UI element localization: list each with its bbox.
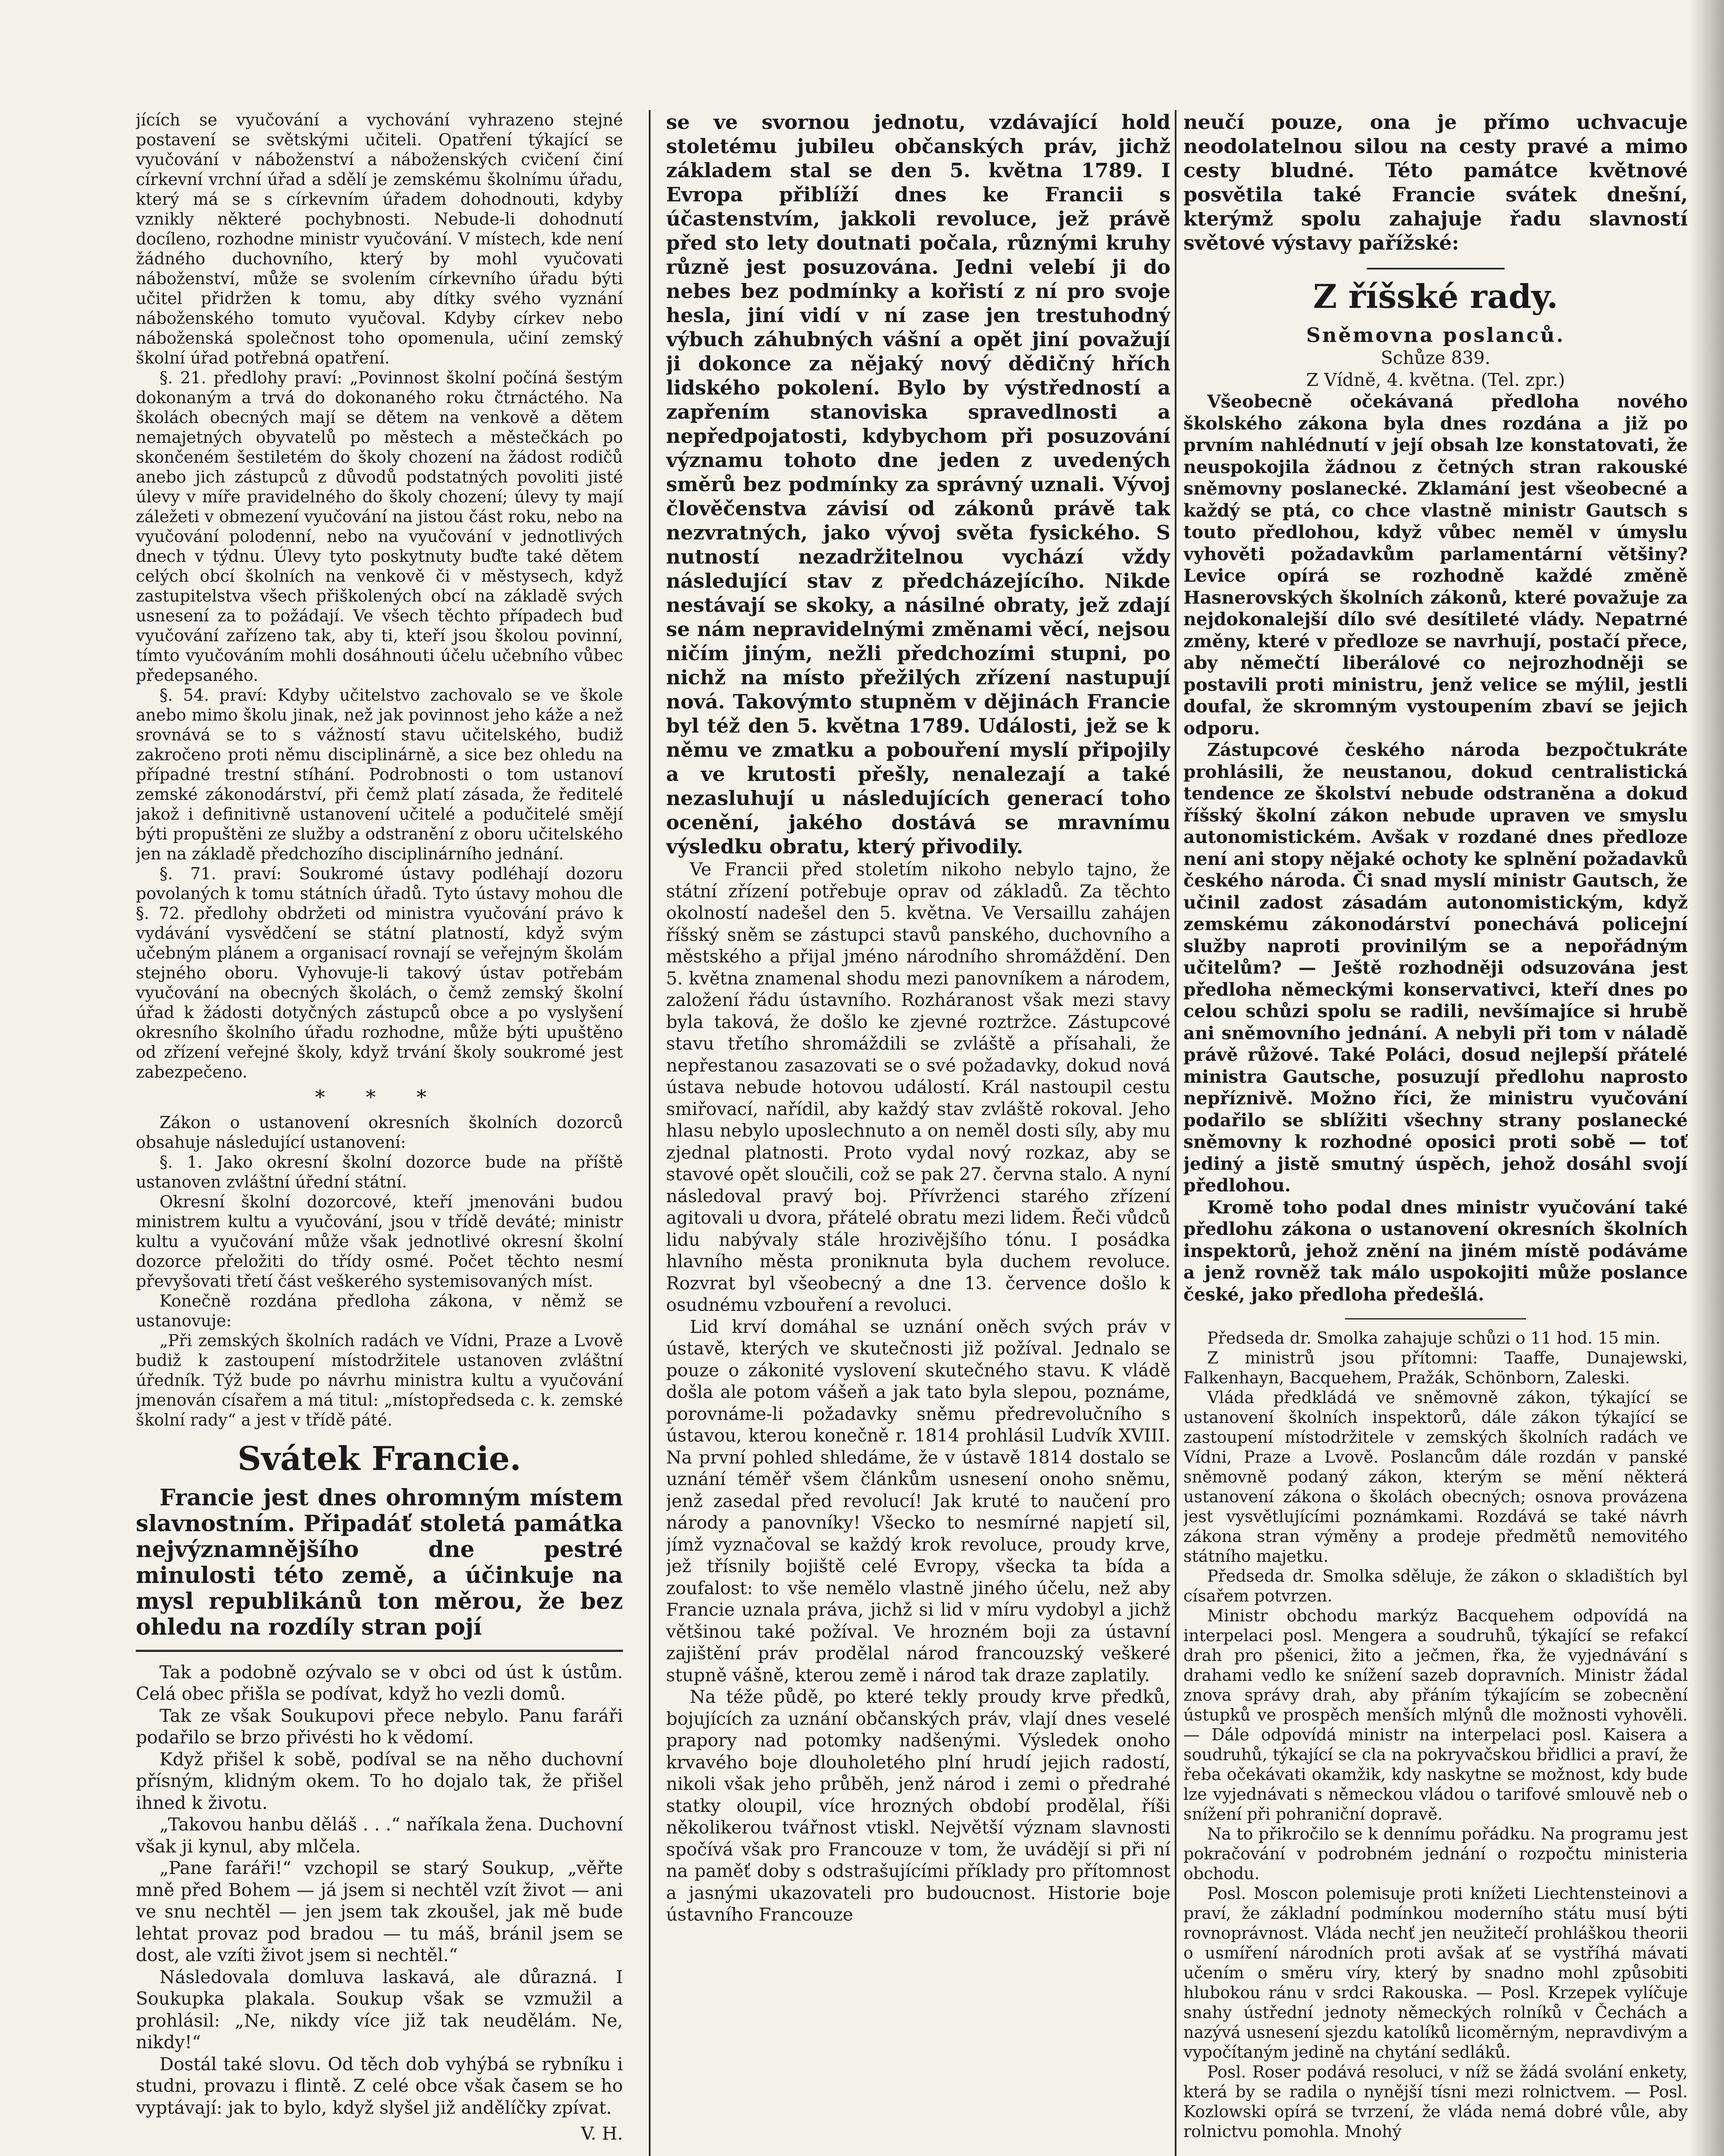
page-scan-edge [1690, 0, 1724, 2156]
feuilleton-intro: Francie jest dnes ohromným místem slavnostním. Připadáť stoletá památka nejvýznamnějšího dne pestré minulosti této země, a účinkuje na mysl republikánů ton měrou, že bez ohledu na rozdíly stran pojí [136, 1484, 623, 1640]
column-divider-right [1175, 110, 1176, 2156]
feuilleton-title: Svátek Francie. [238, 1439, 521, 1478]
school-law-paragraph: §. 54. praví: Kdyby učitelstvo zachovalo se ve škole anebo mimo školu jinak, než jak povinnost jeho káže a než srovnává se to s vážností stavu učitelského, budiž zakročeno proti němu disciplinárně, a sice bez ohledu na případné trestní stíhání. Podrobnosti o tom ustanoví zemské zákonodárství, při čemž platí zásada, že ředitelé jakož i definitivně ustanovení učitelé a podučitelé smějí býti propuštěni ze služby a odstranění z oboru učitelského jen na základě předchozího disciplinárního jednání. [136, 686, 623, 863]
article-paragraph: Ve Francii před stoletím nikoho nebylo tajno, že státní zřízení potřebuje oprav od základů. Za těchto okolností nadešel den 5. května. Ve Versaillu zahájen říšský sněm se zástupci stavů panského, duchovního a městského a přijal jméno národního shromáždění. Den 5. května znamenal shodu mezi panovníkem a národem, založení řádu ústavního. Rozháranost však mezi stavy byla taková, že došlo ke zjevné roztržce. Zástupcové stavu třetího shromáždili se zvláště a přísahali, že nepřestanou zasazovati se o své požadavky, dokud nová ústava nebude hotovou událostí. Král nastoupil cestu smiřovací, nařídil, aby každý stav zvláště rokoval. Jeho hlasu nebylo uposlechnuto a on neměl dosti síly, aby mu zjednal platnosti. Proto vydal nový rozkaz, aby se stavové opět sloučili, což se pak 27. června stalo. A nyní následoval pravý boj. Přívrženci starého zřízení agitovali u dvora, přátelé obratu mezi lidem. Řeči vůdců lidu nabývaly stále hrozivějšího tónu. I posádka hlavního města proniknuta byla duchem revoluce. Rozvrat byl všeobecný a dne 13. července došlo k osudnému vzbouření a revoluci. [666, 859, 1170, 1315]
story-paragraph: Tak a podobně ozývalo se v obci od úst k ústům. Celá obec přišla se podívat, když ho vezli domů. [136, 1661, 623, 1704]
middle-column [666, 110, 1170, 2156]
story-paragraph: Tak ze však Soukupovi přece nebylo. Panu faráři podařilo se brzo přivésti ho k vědomí. [136, 1705, 623, 1748]
story-paragraph: „Takovou hanbu děláš . . .“ naříkala žena. Duchovní však ji kynul, aby mlčela. [136, 1814, 623, 1857]
inspectors-law-paragraph: Zákon o ustanovení okresních školních dozorců obsahuje následující ustanovení: [136, 1112, 623, 1152]
chamber-heading: Sněmovna poslanců. [1306, 323, 1565, 347]
left-column [136, 110, 623, 2156]
report-divider [1345, 1318, 1526, 1319]
proceedings-paragraph: Posl. Moscon polemisuje proti knížeti Liechtensteinovi a praví, že základní podmínkou moderního státu musí býti rovnoprávnost. Vláda nechť jen neužitečí prohláškou theorii o usmíření národních proti avšak ať se vystříhá mávati učením o směru víry, který by snadno mohl způsobiti hlubokou ránu v srdci Rakouska. — Posl. Krzepek vylíčuje snahy ústřední jednoty německých rolníků v Čechách a nazývá usnesení sjezdu katolíků licoměrným, nepravdivým a vypočítaným jedině na chytání sedláků. [1183, 1884, 1688, 2062]
inspectors-law-paragraph: „Při zemských školních radách ve Vídni, Praze a Lvově budiž k zastoupení místodržitele ustanoven zvláštní úředník. Týž bude po návrhu ministra kultu a vyučování jmenován císařem a má titul: „místopředseda c. k. zemské školní rady“ a jest v třídě páté. [136, 1331, 623, 1429]
dateline: Z Vídně, 4. května. (Tel. zpr.) [1306, 369, 1565, 390]
story-paragraph: „Pane faráři!“ vzchopil se starý Soukup, „věřte mně před Bohem — já jsem si nechtěl vzít život — ani ve snu nechtěl — jen jsem tak zkoušel, jak mě bude lehtat provaz pod bradou — tu máš, bránil jsem se dost, ale vzíti život jsem si nechtěl.“ [136, 1858, 623, 1965]
inspectors-law-paragraph: Okresní školní dozorcové, kteří jmenováni budou ministrem kultu a vyučování, jsou v třídě deváté; ministr kultu a vyučování může však jednotlivé okresní školní dozorce přeložiti do třídy osmé. Počet těchto nesmí převyšovati třetí část veškerého systemisovaných míst. [136, 1192, 623, 1291]
column-divider-left [649, 110, 651, 2156]
feuilleton-divider [136, 1650, 623, 1652]
article-paragraph: se ve svornou jednotu, vzdávající hold stoletému jubileu občanských práv, jichž základem stal se den 5. května 1789. I Evropa přiblíží dnes ke Francii s účastenstvím, jakkoli revoluce, jež právě před sto lety doutnati počala, různými kruhy různě jest posuzována. Jedni velebí ji do nebes bez podmínky a kořistí z ní pro svoje hesla, jiní vidí v ní zase jen trestuhodný výbuch záhubných vášní a opět jiní považují ji dokonce za nějaký nový dědičný hřích lidského pokolení. Bylo by výstředností a zapřením stanoviska spravedlnosti a nepředpojatosti, kdybychom při posuzování významu tohoto dne jeden z uvedených směrů bez podmínky za správný uznali. Vývoj člověčenstva závisí od zákonů právě tak nezvratných, jako vývoj světa fysického. S nutností nezadržitelnou vychází vždy následující stav z předcházejícího. Nikde nestávají se skoky, a násilné obraty, jež zdají se nám nepravidelnými změnami věcí, nejsou ničím jiným, nežli předchozími stupni, po nichž na místo přežilých zřízení nastupují nová. Takovýmto stupněm v dějinách Francie byl též den 5. května 1789. Události, jež se k němu ve zmatku a pobouření myslí připojily a ve krutosti přešly, nenalezají a také nezasluhují u následujících generací toho ocenění, jakého dostává se mravnímu výsledku obratu, který přivodily. [666, 110, 1170, 858]
article-continuation: neučí pouze, ona je přímo uchvacuje neodolatelnou silou na cesty pravé a mimo cesty bludné. Této památce květnové posvětila také Francie svátek dnešní, kterýmž spolu zahajuje řadu slavností světové výstavy pařížské: [1183, 110, 1688, 254]
proceedings-paragraph: Předseda dr. Smolka sděluje, že zákon o skladištích byl císařem potvrzen. [1183, 1567, 1688, 1605]
right-column [1183, 110, 1688, 2156]
section-title: Z říšské rady. [1313, 277, 1558, 316]
session-number: Schůze 839. [1380, 348, 1491, 368]
inspectors-law-paragraph: §. 1. Jako okresní školní dozorce bude na příště ustanoven zvláštní úřední státní. [136, 1152, 623, 1191]
inspectors-law-paragraph: Konečně rozdána předloha zákona, v němž se ustanovuje: [136, 1291, 623, 1330]
proceedings-paragraph: Ministr obchodu markýz Bacquehem odpovídá na interpelaci posl. Mengera a soudruhů, týkající se refakcí drah pro pšenici, žito a ječmen, řka, že vyjednávání s drahami vedlo ke snížení sazeb dopravních. Ministr žádal znova správy drah, aby přáním týkajícím se zobecnění ústupků ve prospěch menších mlýnů dle možnosti vyhověli. — Dále odpovídá ministr na interpelaci posl. Kaisera a soudruhů, týkající se cla na pokryvačskou břidlici a praví, že řeba očekávati okamžik, kdy naskytne se možnost, kdy bude lze vyjednávati s německou vládou o tarifové smlouvě neb o snížení při pohraniční dopravě. [1183, 1606, 1688, 1824]
article-paragraph: Lid krví domáhal se uznání oněch svých práv v ústavě, kterých ve skutečnosti již požíval. Jednalo se pouze o zákonité vyslovení skutečného stavu. K vládě došla ale potom vášeň a jak tato byla slepou, poznáme, porovnáme-li požadavky sněmu předrevolučního s ústavou, kterou konečně r. 1814 prohlásil Ludvík XVIII. Na první pohled shledáme, že v ústavě 1814 dostalo se uznání téměř všem článkům usnesení onoho sněmu, jenž zasedal před revolucí! Jak kruté to naučení pro národy a panovníky! Všecko to nesmírné napjetí sil, jímž vyznačoval se každý krok revoluce, proudy krve, jež třísnily bojiště celé Evropy, všecka ta bída a zoufalost: to vše nemělo vlastně jiného účelu, než aby Francie uznala práva, jichž si lid v míru vydobyl a jichž většinou také požíval. Ve hrozném boji za ústavní zajištění práv prodělal národ francouzský veškeré stupně vášně, kterou země i národ tak draze zaplatily. [666, 1316, 1170, 1686]
story-paragraph: Když přišel k sobě, podíval se na něho duchovní přísným, klidným okem. To ho dojalo tak, že přišel ihned k životu. [136, 1749, 623, 1813]
school-law-paragraph: jících se vyučování a vychování vyhrazeno stejné postavení se světskými učiteli. Opatření týkající se vyučování v náboženství a náboženských cvičení činí církevní vrchní úřad a sdělí je zemskému školnímu úřadu, který má se s církevním úřadem dohodnouti, kdyby vznikly některé pochybnosti. Nebude-li dohodnutí docíleno, rozhodne ministr vyučování. V místech, kde není žádného duchovního, který by mohl vyučovati náboženství, může se svolením církevního úřadu býti učitel přidržen k tomu, aby dítky svého vyznání náboženského tomuto vyučoval. Kdyby církev nebo náboženská společnost toho opomenula, učiní zemský školní úřad potřebná opatření. [136, 110, 623, 367]
school-law-paragraph: §. 71. praví: Soukromé ústavy podléhají dozoru povolaných k tomu státních úřadů. Tyto ústavy mohou dle §. 72. předlohy obdržeti od ministra vyučování právo k vydávání vysvědčení se státní platností, když svým učebným plánem a organisací rovnají se veřejným školám stejného oboru. Vyhovuje-li takový ústav potřebám vyučování na obecných školách, o čemž zemský školní úřad k žádosti dotyčných zástupců obce a po vyslyšení okresního školního úřadu rozhodne, může býti upuštěno od zřízení veřejné školy, když trvání školy soukromé jest zabezpečeno. [136, 864, 623, 1081]
story-paragraph: Dostál také slovu. Od těch dob vyhýbá se rybníku i studni, provazu i flintě. Z celé obce však časem se ho vyptávají: jak to bylo, když slyšel již andělíčky zpívat. [136, 2053, 623, 2118]
proceedings-paragraph: Předseda dr. Smolka zahajuje schůzi o 11 hod. 15 min. [1207, 1329, 1661, 1348]
article-paragraph: Na téže půdě, po které tekly proudy krve předků, bojujících za uznání občanských práv, vlají dnes veselé prapory nad potomky nadšenými. Výsledek onoho krvavého boje dlouholetého plní hrudí jejich radostí, nikoli však jeho průběh, jenž národ i zemi o předrahé statky oloupil, více hrozných období prodělal, říši několikerou tvářnost vtiskl. Největší význam slavnosti spočívá však pro Francouze v tom, že uvádějí si při ní na paměť doby s odstrašujícími příklady pro přítomnost a jasnými ukazovateli pro budoucnost. Historie boje ústavního Francouze [666, 1686, 1170, 1925]
proceedings-paragraph: Posl. Roser podává resoluci, v níž se žádá svolání enkety, která by se radila o nynější tísni mezi rolnictvem. — Posl. Kozlowski opírá se tvrzení, že vláda nemá dobré vůle, aby rolnictvu pomohla. Mnohý [1183, 2062, 1688, 2141]
proceedings-paragraph: Vláda předkládá ve sněmovně zákon, týkající se ustanovení školních inspektorů, dále zákon týkající se zastoupení místodržitele v zemských školních radách ve Vídni, Praze a Lvově. Poslancům dále rozdán v panské sněmovně podaný zákon, kterým se mění některá ustanovení zákona o školách obecných; osnova provázena jest vysvětlujícími poznámkami. Rozdává se také návrh zákona stran výměny a prodeje předmětů nemovitého státního majetku. [1183, 1388, 1688, 1566]
school-law-paragraph: §. 21. předlohy praví: „Povinnost školní počíná šestým dokonaným a trvá do dokonaného roku čtrnáctého. Na školách obecných mají se dětem na venkově a dětem nemajetných obyvatelů po městech a městečkách po skončeném šestiletém do školy chození na žádost rodičů anebo jich zástupců z důvodů podstatných povoliti jisté úlevy v míře pravidelného do školy chození; úlevy ty mají záležeti v obmezení vyučování na jistou část roku, nebo na vyučování polodenní, nebo na vyučování v jednotlivých dnech v týdnu. Úlevy tyto poskytnuty buďte také dětem celých obcí školních na venkově či v městysech, když zastupitelstva všech přiškolených obcí na základě svých usnesení za to požádají. Ve všech těchto případech buď vyučování zařízeno tak, aby ti, kteří jsou školou povinní, tímto vyučováním mohli dosáhnouti účelu učebního vůbec předepsaného. [136, 368, 623, 685]
story-paragraph: Následovala domluva laskavá, ale důrazná. I Soukupka plakala. Soukup však se vzmužil a prohlásil: „Ne, nikdy více již tak neudělám. Ne, nikdy!“ [136, 1966, 623, 2053]
section-divider [1367, 268, 1505, 270]
proceedings-paragraph: Na to přikročilo se k dennímu pořádku. Na programu jest pokračování v podrobném jednání o rozpočtu ministeria obchodu. [1183, 1824, 1688, 1883]
report-paragraph: Zástupcové českého národa bezpočtukráte prohlásili, že neustanou, dokud centralistická tendence ze školství nebude odstraněna a dokud říšský školní zákon nebude upraven ve smyslu autonomistickém. Avšak v rozdané dnes předloze není ani stopy nějaké ochoty ke splnění požadavků českého národa. Či snad myslí ministr Gautsch, že učinil zadost zásadám autonomistickým, když zemskému zákonodárství ponechává policejní služby naproti provinilým se a nepořádným učitelům? — Ještě rozhodněji odsuzována jest předloha německými konservativci, kteří dnes po celou schůzi spolu se radili, nevšímajíce si hrubě ani sněmovního jednání. A nebyli při tom v náladě právě růžové. Také Poláci, dosud nejlepší přátelé ministra Gautsche, posuzují předlohu naprosto nepříznivě. Možno říci, že ministru vyučování podařilo se sblížiti všechny strany poslanecké sněmovny k rozhodné oposici proti sobě — toť jediný a jistě smutný úspěch, jehož dosáhl svojí předlohou. [1183, 740, 1688, 1196]
story-signature: V. H. [581, 2123, 623, 2144]
report-paragraph: Kromě toho podal dnes ministr vyučování také předlohu zákona o ustanovení okresních školních inspektorů, jehož znění na jiném místě podáváme a jenž rovněž tak málo uspokojiti může poslance české, jako předloha předešlá. [1183, 1197, 1688, 1305]
section-stars: * * * [315, 1085, 444, 1109]
report-paragraph: Všeobecně očekávaná předloha nového školského zákona byla dnes rozdána a již po prvním nahlédnutí v její obsah lze konstatovati, že neuspokojila žádnou z četných stran rakouské sněmovny poslanecké. Zklamání jest všeobecné a každý se ptá, co chce vlastně ministr Gautsch s touto předlohou, když vůbec neměl v úmyslu vyhověti požadavkům parlamentární většiny? Levice opírá se rozhodně každé změně Hasnerovských školních zákonů, které považuje za nejdokonalejší dílo své desítileté vlády. Nepatrné změny, které v předloze se navrhují, postačí přece, aby němečtí liberálové co nejrozhodněji se postavili proti ministru, jenž velice se mýlil, jestli doufal, že skromným vystoupením zbaví se jejich odporu. [1183, 391, 1688, 739]
proceedings-paragraph: Z ministrů jsou přítomni: Taaffe, Dunajewski, Falkenhayn, Bacquehem, Pražák, Schönborn, Zaleski. [1183, 1348, 1688, 1387]
